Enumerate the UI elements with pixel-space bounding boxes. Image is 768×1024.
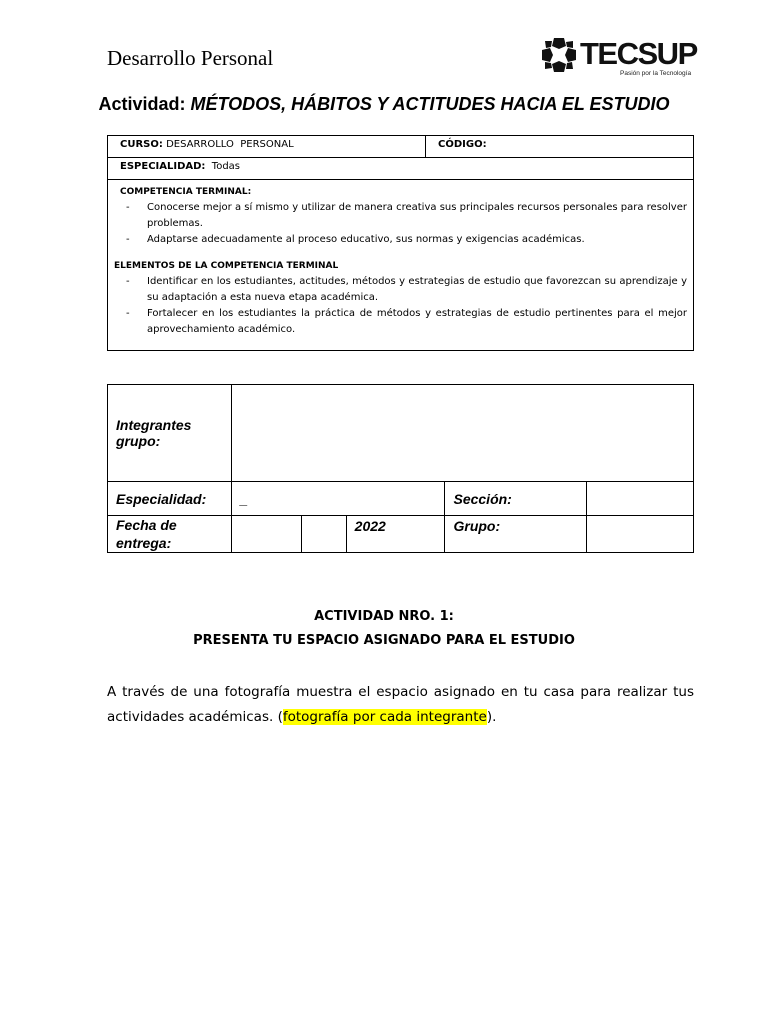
seccion-label: Sección: <box>445 482 587 516</box>
instruction-highlight: fotografía por cada integrante <box>282 709 487 725</box>
tecsup-tagline: Pasión por la Tecnología <box>620 70 692 77</box>
list-item <box>114 232 687 248</box>
fecha-label: Fecha de entrega: <box>108 516 232 553</box>
tecsup-emblem-icon <box>540 36 578 74</box>
codigo-cell <box>426 136 495 157</box>
elementos-list <box>114 274 687 338</box>
competencia-item-text: Adaptarse adecuadamente al proceso educativo, sus normas y exigencias académicas. <box>147 234 585 245</box>
bullet-dash: - <box>126 276 130 287</box>
especialidad-label: ESPECIALIDAD: <box>120 161 206 172</box>
bullet-dash: - <box>126 202 130 213</box>
grupo-label: Grupo: <box>445 516 587 553</box>
fecha-month-field[interactable] <box>301 516 346 553</box>
competencia-section <box>108 180 693 350</box>
curso-cell <box>108 136 426 157</box>
especialidad-field[interactable]: _ <box>231 482 445 516</box>
competencia-item-text: Conocerse mejor a sí mismo y utilizar de manera creativa sus principales recursos personales para resolver problemas. <box>147 202 687 229</box>
table-row <box>108 516 694 553</box>
list-item <box>114 274 687 306</box>
elementos-heading: ELEMENTOS DE LA COMPETENCIA TERMINAL <box>114 261 339 271</box>
elementos-item-text: Fortalecer en los estudiantes la práctica de métodos y estrategias de estudio pertinentes para el mejor aprovechamiento académico. <box>147 308 687 335</box>
table-row <box>108 385 694 482</box>
instruction-text: A través de una fotografía muestra el espacio asignado en tu casa para realizar tus actividades académicas. ( <box>107 684 694 725</box>
bullet-dash: - <box>126 234 130 245</box>
curso-label: CURSO: <box>120 139 163 150</box>
course-info-box <box>107 135 694 351</box>
list-item <box>114 306 687 338</box>
grupo-field[interactable] <box>587 516 694 553</box>
instruction-end: ). <box>486 709 497 725</box>
course-row <box>108 136 693 158</box>
especialidad-cell <box>108 158 248 179</box>
activity-subtitle: PRESENTA TU ESPACIO ASIGNADO PARA EL ESTUDIO <box>193 633 575 648</box>
activity-title-text: MÉTODOS, HÁBITOS Y ACTITUDES HACIA EL ESTUDIO <box>190 94 670 114</box>
seccion-field[interactable] <box>587 482 694 516</box>
activity-prefix: Actividad: <box>98 94 186 114</box>
activity-title <box>0 94 768 115</box>
especialidad-row <box>108 158 693 180</box>
competencia-heading: COMPETENCIA TERMINAL: <box>120 187 252 197</box>
tecsup-logo <box>540 36 697 82</box>
competencia-list <box>114 200 687 248</box>
tecsup-wordmark: TECSUP <box>580 36 697 71</box>
integrantes-label: Integrantes grupo: <box>108 385 232 482</box>
codigo-label: CÓDIGO: <box>438 139 487 150</box>
elementos-item-text: Identificar en los estudiantes, actitudes, métodos y estrategias de estudio que favorezcan su aprendizaje y su adaptación a esta nueva etapa académica. <box>147 276 687 303</box>
integrantes-field[interactable] <box>231 385 693 482</box>
fecha-day-field[interactable] <box>231 516 301 553</box>
activity-instruction <box>107 680 694 730</box>
especialidad-label: Especialidad: <box>108 482 232 516</box>
table-row <box>108 482 694 516</box>
group-info-table <box>107 384 694 553</box>
document-title: Desarrollo Personal <box>107 46 274 70</box>
list-item <box>114 200 687 232</box>
especialidad-value: Todas <box>211 161 241 172</box>
activity-number: ACTIVIDAD NRO. 1: <box>314 609 454 624</box>
curso-value: DESARROLLO PERSONAL <box>166 139 294 150</box>
fecha-year-field[interactable]: 2022 <box>346 516 445 553</box>
bullet-dash: - <box>126 308 130 319</box>
